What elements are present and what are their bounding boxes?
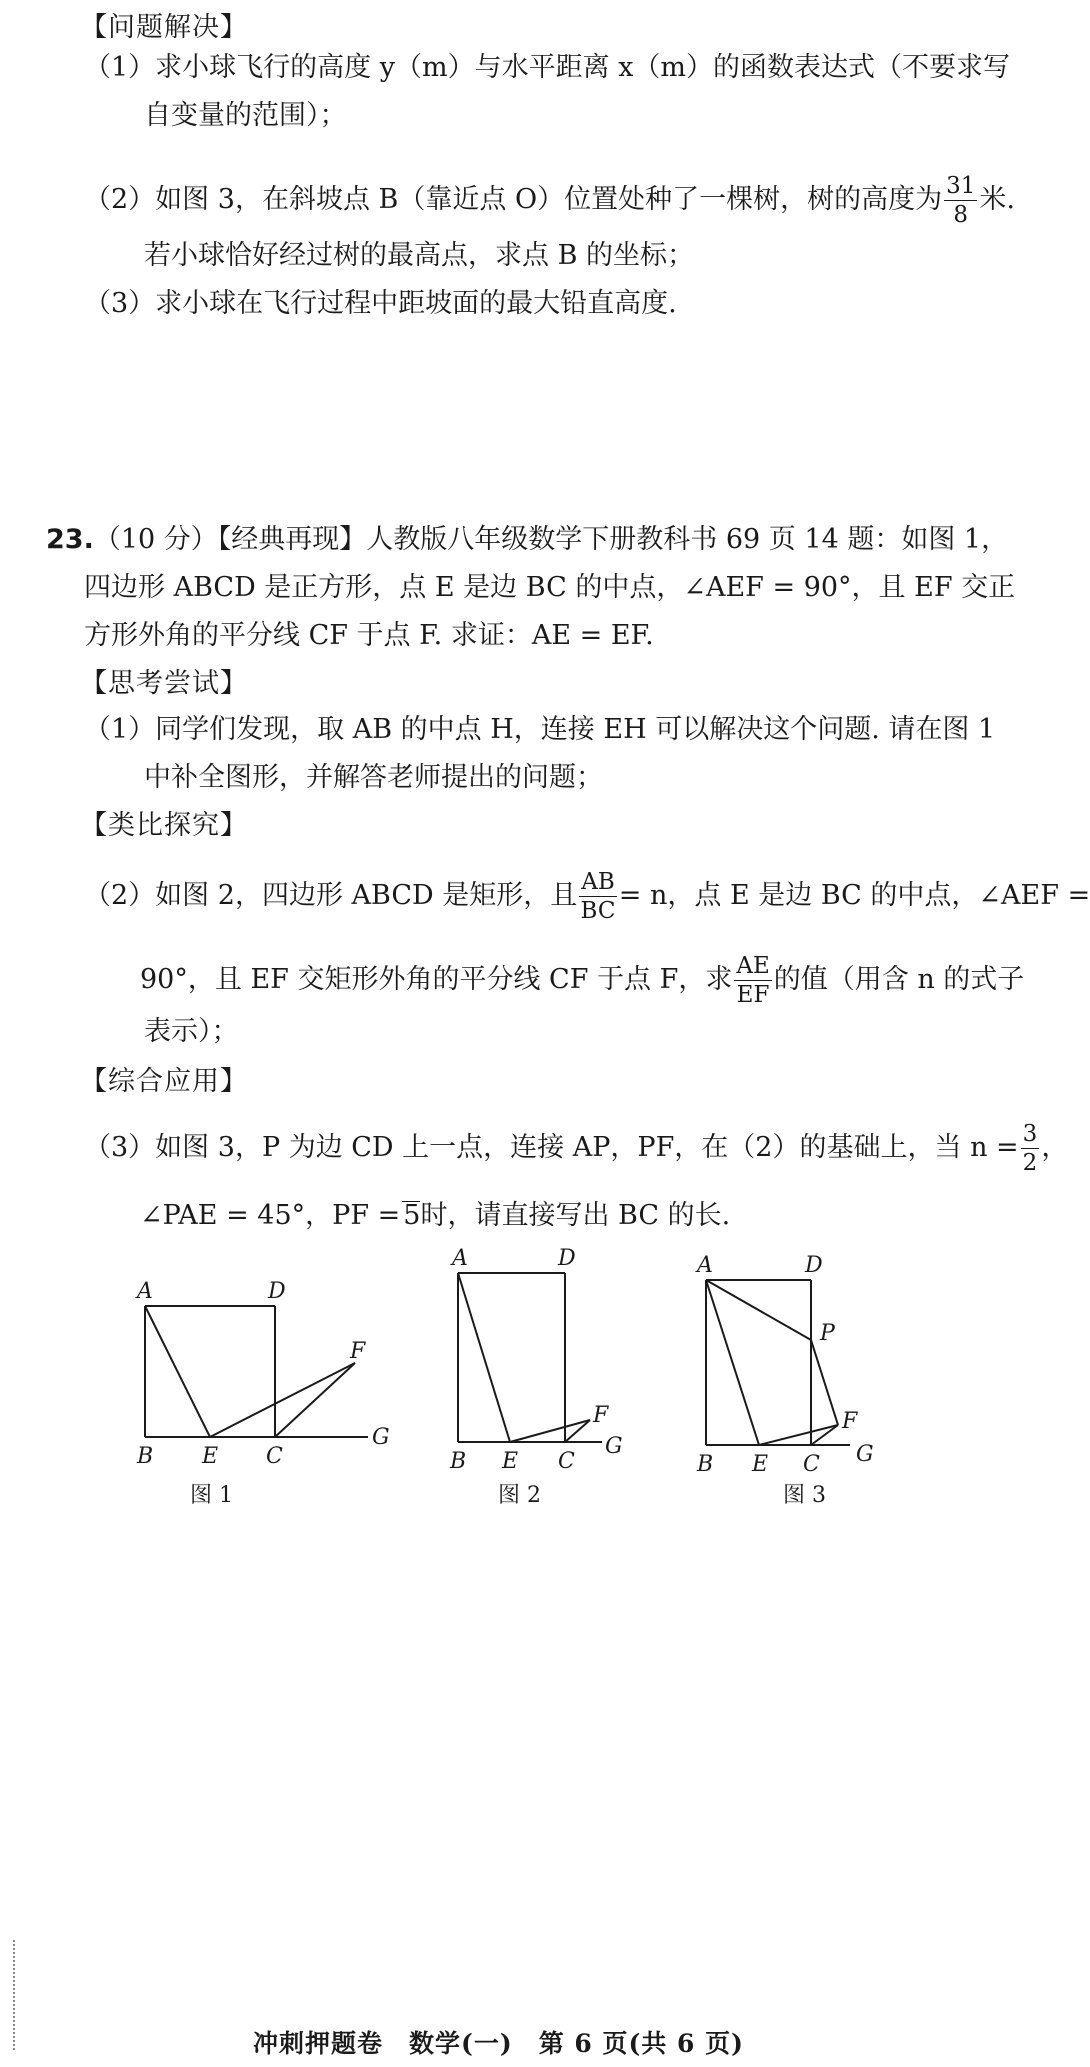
label-b: B: [450, 1449, 467, 1474]
q23-part2-line3: 表示）；: [144, 1016, 239, 1047]
fraction-numerator: 31: [946, 173, 976, 199]
q22-part1-line2: 自变量的范围）；: [144, 100, 347, 131]
figures-row: [0, 1240, 997, 1510]
q23-intro-line2: 四边形 ABCD 是正方形，点 E 是边 BC 的中点，∠AEF = 90°，且 EF 交正: [84, 572, 1016, 603]
section-heading: 【思考尝试】: [80, 668, 248, 699]
label-c: C: [803, 1452, 820, 1477]
label-f: F: [350, 1339, 366, 1364]
figure-1: [145, 1306, 368, 1437]
q23-part2-text: 的值（用含 n 的式子: [773, 964, 1025, 995]
q23-part2-text: = n，点 E 是边 BC 的中点，∠AEF =: [618, 880, 1090, 911]
figure-3-labels: [695, 1253, 874, 1477]
fraction-numerator: AB: [581, 869, 615, 895]
fraction-numerator: 3: [1022, 1121, 1038, 1147]
q23-intro-line1: [46, 520, 1008, 560]
q22-part2-line2: 若小球恰好经过树的最高点，求点 B 的坐标；: [144, 240, 695, 271]
figure-1-caption: 图 1: [190, 1483, 233, 1508]
label-a: A: [452, 1246, 468, 1271]
segment-ae: [458, 1273, 510, 1442]
q23-part1-line1: （1）同学们发现，取 AB 的中点 H，连接 EH 可以解决这个问题. 请在图 1: [84, 714, 996, 745]
label-e: E: [502, 1449, 519, 1474]
q23-intro-text: （10 分）【经典再现】人教版八年级数学下册教科书 69 页 14 题：如图 1，: [93, 524, 1009, 555]
fraction-denominator: BC: [580, 898, 616, 924]
section-heading: 【综合应用】: [80, 1066, 248, 1097]
q23-part3-text: 时，请直接写出 BC 的长.: [420, 1200, 731, 1231]
fraction: [579, 868, 617, 925]
q23-part2-line1: [84, 868, 1090, 925]
q23-part3-line2: [140, 1196, 730, 1236]
figure-3: [706, 1280, 850, 1445]
segment-pf: [811, 1340, 838, 1425]
segment-ef: [210, 1363, 355, 1437]
label-b: B: [697, 1452, 714, 1477]
label-a: A: [137, 1279, 153, 1304]
figure-2-labels: [449, 1246, 623, 1474]
label-e: E: [202, 1444, 219, 1469]
label-d: D: [805, 1253, 823, 1278]
label-p: P: [820, 1321, 835, 1346]
figure-2: [458, 1273, 602, 1442]
fraction-numerator: AE: [736, 953, 770, 979]
q23-part2-text: 90°，且 EF 交矩形外角的平分线 CF 于点 F，求: [140, 964, 733, 995]
label-f: F: [593, 1403, 609, 1428]
label-g: G: [856, 1442, 874, 1467]
label-g: G: [372, 1425, 390, 1450]
q23-part3-text: ，: [1041, 1132, 1069, 1163]
figure-2-caption: 图 2: [498, 1483, 541, 1508]
page-footer: 冲刺押题卷 数学(一) 第 6 页(共 6 页): [253, 2029, 744, 2058]
label-b: B: [137, 1444, 154, 1469]
unit-text: 米.: [979, 184, 1015, 215]
label-a: A: [697, 1253, 713, 1278]
q23-part2-text: （2）如图 2，四边形 ABCD 是矩形，且: [84, 880, 578, 911]
q22-part2-text: （2）如图 3，在斜坡点 B（靠近点 O）位置处种了一棵树，树的高度为: [84, 184, 943, 215]
label-d: D: [268, 1279, 286, 1304]
fraction-denominator: EF: [736, 982, 770, 1008]
fraction: [944, 172, 977, 229]
segment-cf: [275, 1363, 355, 1437]
fraction-denominator: 2: [1022, 1150, 1038, 1176]
label-c: C: [266, 1444, 283, 1469]
q23-part1-line2: 中补全图形，并解答老师提出的问题；: [144, 762, 603, 793]
fraction: [734, 952, 771, 1009]
label-d: D: [558, 1246, 576, 1271]
q22-part3: （3）求小球在飞行过程中距坡面的最大铅直高度.: [84, 288, 677, 319]
q23-part2-line2: [140, 952, 1024, 1009]
segment-ae: [145, 1306, 210, 1437]
figure-1-labels: [135, 1279, 390, 1469]
fraction-denominator: 8: [953, 202, 969, 228]
label-f: F: [842, 1409, 858, 1434]
label-g: G: [605, 1434, 623, 1459]
q23-part3-line1: [84, 1120, 1068, 1177]
label-c: C: [558, 1449, 575, 1474]
sqrt-radicand: 5: [403, 1200, 421, 1231]
figure-3-caption: 图 3: [783, 1483, 826, 1508]
section-heading: 【问题解决】: [80, 12, 248, 43]
label-e: E: [752, 1452, 769, 1477]
q23-part3-text: （3）如图 3，P 为边 CD 上一点，连接 AP，PF，在（2）的基础上，当 n =: [84, 1132, 1019, 1163]
section-heading: 【类比探究】: [80, 810, 248, 841]
q23-intro-line3: 方形外角的平分线 CF 于点 F. 求证：AE = EF.: [84, 620, 654, 651]
q22-part1-line1: （1）求小球飞行的高度 y（m）与水平距离 x（m）的函数表达式（不要求写: [84, 52, 1011, 83]
fraction: [1021, 1120, 1040, 1177]
q23-part3-text: ∠PAE = 45°，PF =: [140, 1200, 401, 1231]
sqrt-expression: [402, 1201, 420, 1230]
q22-part2-line1: [84, 172, 1015, 229]
question-number: 23.: [46, 524, 94, 555]
